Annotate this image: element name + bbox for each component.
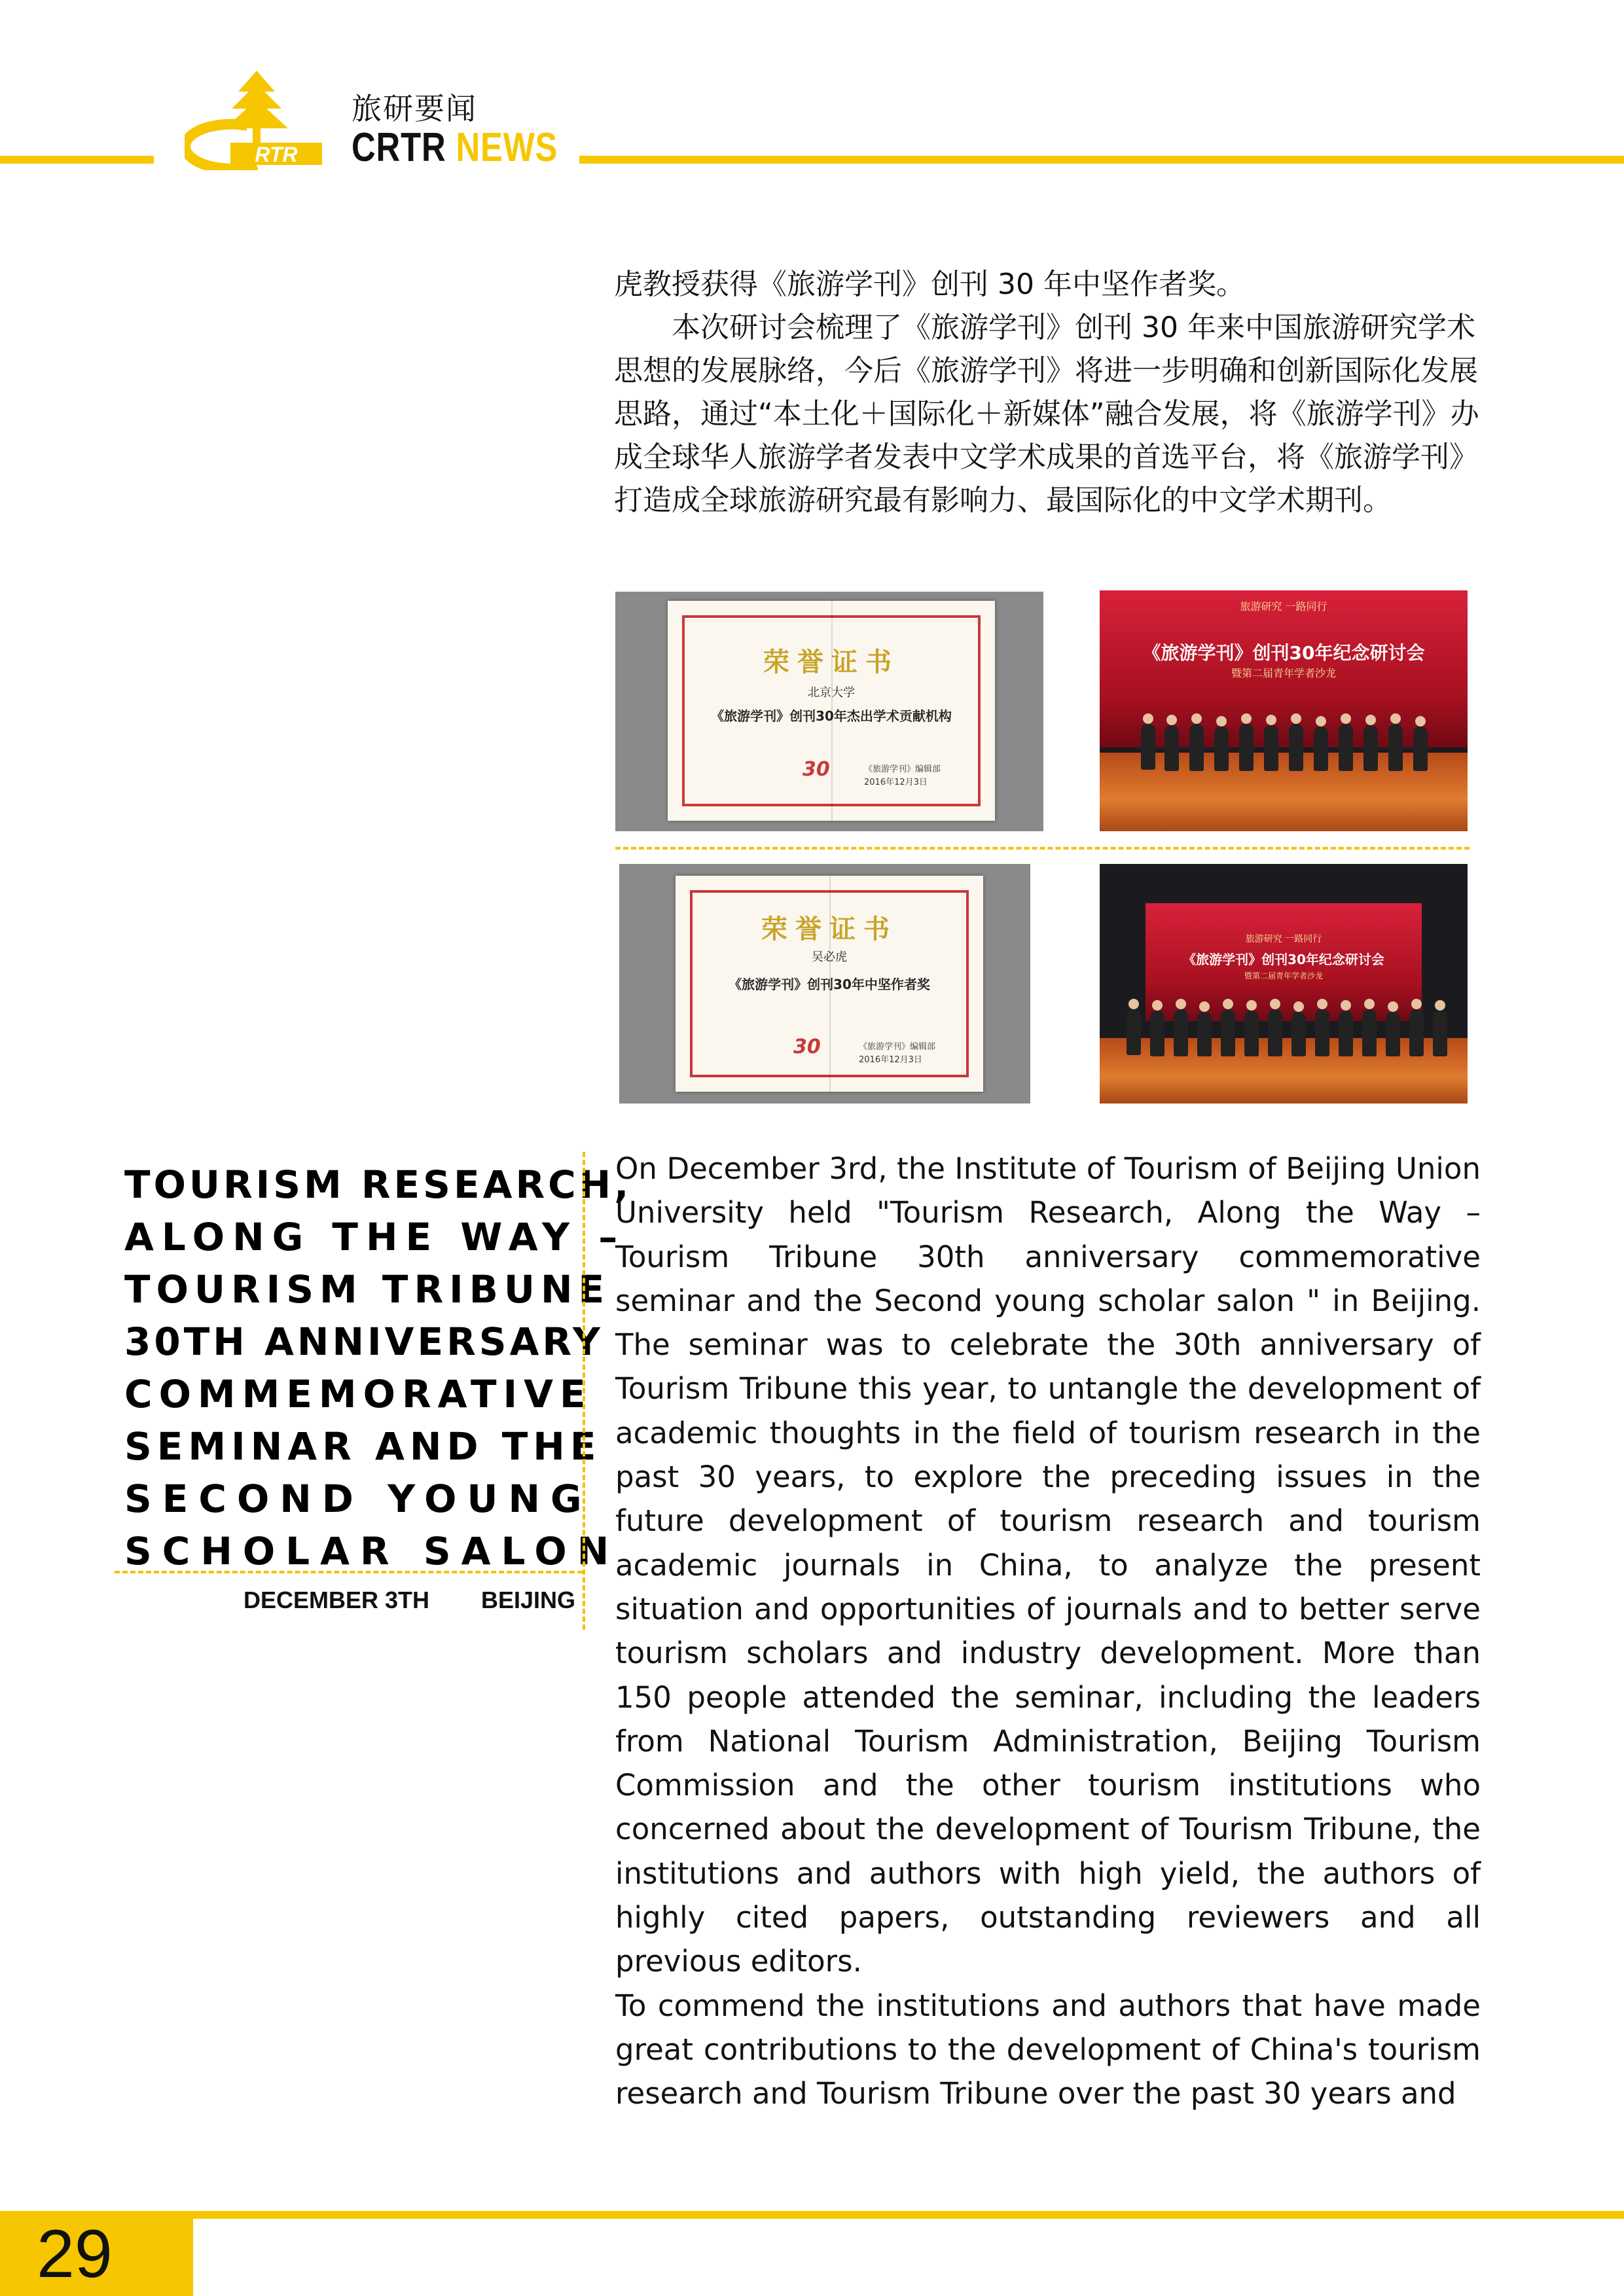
logo-text: RTR: [255, 143, 298, 166]
photo-certificate-author: [619, 864, 1030, 1103]
cn-paragraph-1: 虎教授获得《旅游学刊》创刊 30 年中坚作者奖。: [614, 268, 1245, 301]
page-number: 29: [37, 2216, 113, 2292]
cert1-logo-mark: 30: [803, 758, 830, 781]
header-rule-right: [579, 156, 1624, 164]
stage2-banner: 《旅游学刊》创刊30年纪念研讨会: [1183, 952, 1384, 967]
cert2-logo-mark: 30: [793, 1035, 821, 1058]
photo-certificate-institution: [615, 592, 1043, 831]
article-title-line: SECOND YOUNG: [124, 1477, 592, 1521]
stage1-banner: 《旅游学刊》创刊30年纪念研讨会: [1142, 642, 1425, 664]
cert1-issuer: 《旅游学刊》编辑部: [864, 764, 941, 774]
article-title-line: SCHOLAR SALON: [124, 1529, 620, 1573]
en-paragraph-2: To commend the institutions and authors that have made great contributions to the development of China's tourism research and Tourism Tribune over the past 30 years and: [615, 1988, 1481, 2111]
stage2-sub: 暨第二届青年学者沙龙: [1244, 971, 1323, 980]
article-title-line: 30TH ANNIVERSARY: [124, 1319, 604, 1364]
crtr-logo-icon: [185, 65, 329, 170]
cert2-title: 荣誉证书: [761, 914, 897, 944]
en-paragraph-1: On December 3rd, the Institute of Tourism of Beijing Union University held "Tourism Research, Along the Way – Tourism Tribune 30th anniversary commemorative seminar and the Second young scholar salon " in Beijing. The seminar was to celebrate the 30th anniversary of Tourism Tribune this year, to untangle the development of academic thoughts in the field of tourism research in the past 30 years, to explore the preceding issues in the future development of tourism research and tourism academic journals in China, to analyze the present situation and opportunities of journals and to better serve tourism scholars and industry development. More than 150 people attended the seminar, including the leaders from National Tourism Administration, Beijing Tourism Commission and the other tourism institutions who concerned about the development of Tourism Tribune, the institutions and authors with high yield, the authors of highly cited papers, outstanding reviewers and all previous editors.: [615, 1151, 1481, 1979]
article-title-line: TOURISM TRIBUNE: [124, 1267, 611, 1312]
stage1-sub: 暨第二届青年学者沙龙: [1231, 667, 1336, 679]
cn-paragraph-2: 本次研讨会梳理了《旅游学刊》创刊 30 年来中国旅游研究学术思想的发展脉络，今后《旅游学刊》将进一步明确和创新国际化发展思路，通过“本土化＋国际化＋新媒体”融合发展，将《旅游学刊》办成全球华人旅游学者发表中文学术成果的首选平台，将《旅游学刊》打造成全球旅游研究最有影响力、最国际化的中文学术期刊。: [614, 311, 1479, 517]
article-title-line: COMMEMORATIVE: [124, 1372, 592, 1416]
cert1-award: 《旅游学刊》创刊30年杰出学术贡献机构: [711, 708, 952, 724]
cert2-recipient: 吴必虎: [812, 950, 847, 964]
article-date: DECEMBER 3TH: [244, 1587, 430, 1613]
section-title-crtr: CRTR: [352, 125, 446, 170]
section-title-en: [352, 124, 558, 171]
header-rule-left: [0, 156, 154, 164]
stage1-slogan: 旅游研究 一路同行: [1240, 600, 1327, 613]
cert2-issuer: 《旅游学刊》编辑部: [859, 1042, 936, 1052]
photo-divider: [615, 847, 1470, 850]
stage2-people: [1100, 999, 1468, 1064]
cert2-award: 《旅游学刊》创刊30年中坚作者奖: [729, 977, 930, 992]
title-divider-horizontal: [115, 1571, 583, 1573]
section-title-news: NEWS: [456, 125, 558, 170]
article-title-line: ALONG THE WAY –: [124, 1215, 626, 1259]
chinese-paragraphs: [614, 263, 1485, 522]
article-title: [124, 1158, 632, 1577]
article-title-line: TOURISM RESEARCH,: [124, 1162, 632, 1207]
cert1-date: 2016年12月3日: [864, 778, 928, 787]
english-body: [615, 1147, 1481, 2116]
cert1-title: 荣誉证书: [763, 647, 899, 677]
photo-stage-group-1: [1100, 590, 1468, 831]
title-divider-vertical: [583, 1152, 585, 1630]
cert1-recipient: 北京大学: [808, 686, 855, 700]
stage1-people: [1100, 713, 1468, 779]
stage2-slogan: 旅游研究 一路同行: [1245, 934, 1322, 944]
photo-stage-group-2: [1100, 864, 1468, 1103]
footer-rule: [193, 2211, 1624, 2219]
cert2-date: 2016年12月3日: [859, 1055, 922, 1065]
section-title-cn: 旅研要闻: [352, 91, 477, 126]
article-place: BEIJING: [481, 1587, 576, 1613]
article-title-line: SEMINAR AND THE: [124, 1424, 602, 1469]
